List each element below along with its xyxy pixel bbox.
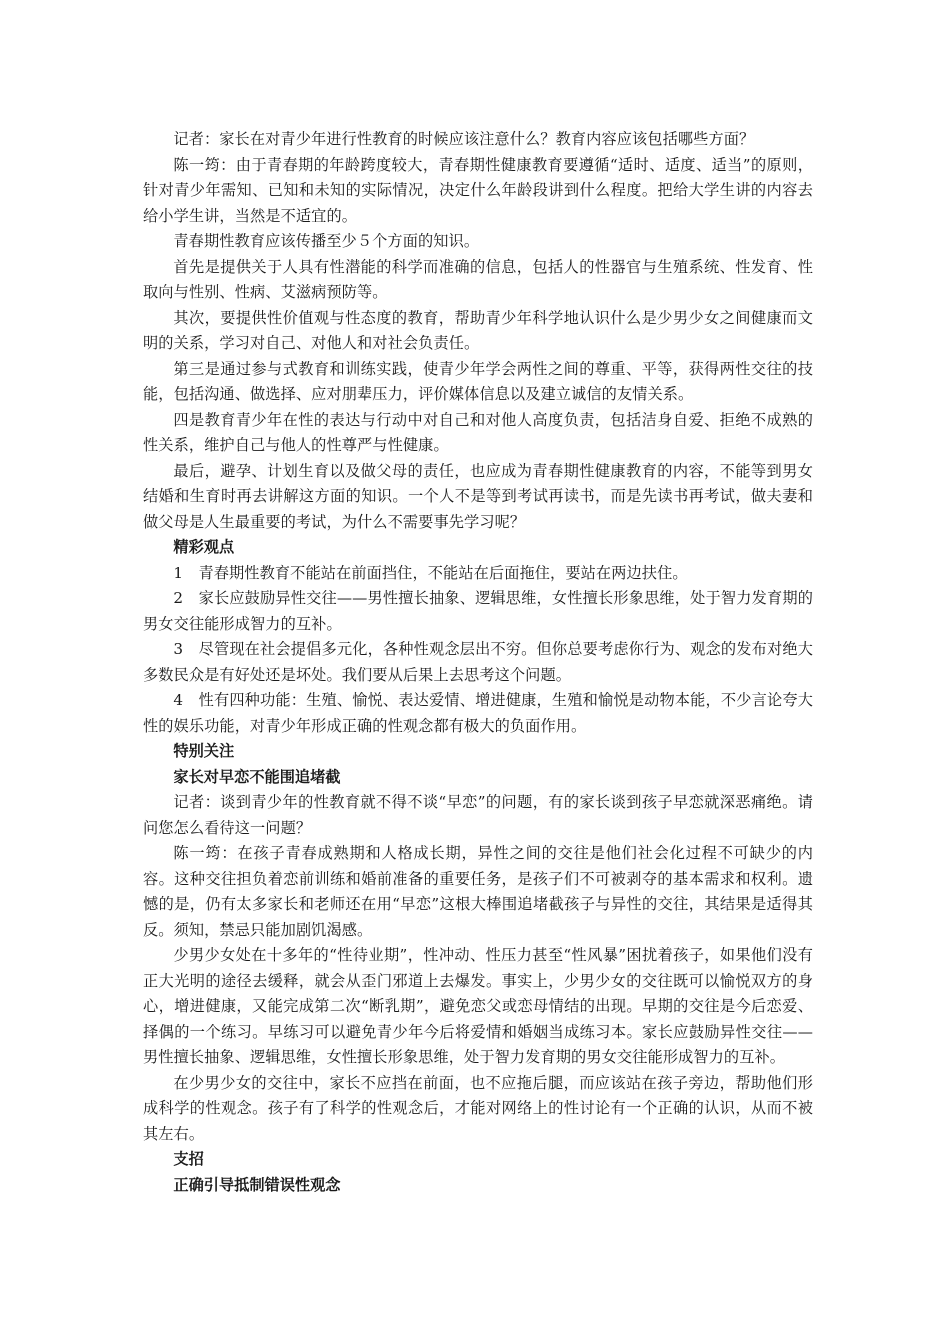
body-paragraph: 第三是通过参与式教育和训练实践，使青少年学会两性之间的尊重、平等，获得两性交往的技能，包括沟通、做选择、应对朋辈压力，评价媒体信息以及建立诚信的友情关系。 <box>143 359 813 403</box>
viewpoint-item: 4 性有四种功能：生殖、愉悦、表达爱情、增进健康，生殖和愉悦是动物本能，不少言论夸大性的娱乐功能，对青少年形成正确的性观念都有极大的负面作用。 <box>143 691 813 735</box>
viewpoint-item: 3 尽管现在社会提倡多元化，各种性观念层出不穷。但你总要考虑你行为、观念的发布对绝大多数民众是有好处还是坏处。我们要从后果上去思考这个问题。 <box>143 640 813 684</box>
section-heading-tips: 支招 <box>173 1150 204 1168</box>
body-paragraph: 四是教育青少年在性的表达与行动中对自己和对他人高度负责，包括洁身自爱、拒绝不成熟的性关系，维护自己与他人的性尊严与性健康。 <box>143 410 813 454</box>
section-heading-special-focus: 特别关注 <box>173 742 235 760</box>
section-heading-highlights: 精彩观点 <box>173 538 235 556</box>
body-paragraph: 首先是提供关于人具有性潜能的科学而准确的信息，包括人的性器官与生殖系统、性发育、性取向与性别、性病、艾滋病预防等。 <box>143 257 813 301</box>
body-paragraph: 最后，避孕、计划生育以及做父母的责任，也应成为青春期性健康教育的内容，不能等到男女结婚和生育时再去讲解这方面的知识。一个人不是等到考试再读书，而是先读书再考试，做夫妻和做父母是人生最重要的考试，为什么不需要事先学习呢？ <box>143 461 813 531</box>
article-body <box>143 127 813 1198</box>
question-paragraph: 记者：家长在对青少年进行性教育的时候应该注意什么？教育内容应该包括哪些方面？ <box>173 130 755 148</box>
subheading: 家长对早恋不能围追堵截 <box>173 767 341 786</box>
answer-paragraph: 陈一筠：由于青春期的年龄跨度较大，青春期性健康教育要遵循“适时、适度、适当”的原则，针对青少年需知、已知和未知的实际情况，决定什么年龄段讲到什么程度。把给大学生讲的内容去给小学生讲，当然是不适宜的。 <box>143 155 813 225</box>
body-paragraph: 少男少女处在十多年的“性待业期”，性冲动、性压力甚至“性风暴”困扰着孩子，如果他们没有正大光明的途径去缓释，就会从歪门邪道上去爆发。事实上，少男少女的交往既可以愉悦双方的身心，增进健康，又能完成第二次“断乳期”，避免恋父或恋母情结的出现。早期的交往是今后恋爱、择偶的一个练习。早练习可以避免青少年今后将爱情和婚姻当成练习本。家长应鼓励异性交往——男性擅长抽象、逻辑思维，女性擅长形象思维，处于智力发育期的男女交往能形成智力的互补。 <box>143 946 813 1066</box>
question-paragraph: 记者：谈到青少年的性教育就不得不谈“早恋”的问题，有的家长谈到孩子早恋就深恶痛绝。请问您怎么看待这一问题？ <box>143 793 813 837</box>
viewpoint-item: 2 家长应鼓励异性交往——男性擅长抽象、逻辑思维，女性擅长形象思维，处于智力发育期的男女交往能形成智力的互补。 <box>143 589 813 633</box>
body-paragraph: 其次，要提供性价值观与性态度的教育，帮助青少年科学地认识什么是少男少女之间健康而文明的关系，学习对自己、对他人和对社会负责任。 <box>143 308 813 352</box>
viewpoint-item: 1 青春期性教育不能站在前面挡住，不能站在后面拖住，要站在两边扶住。 <box>173 563 688 582</box>
body-paragraph: 青春期性教育应该传播至少５个方面的知识。 <box>173 232 480 250</box>
subheading: 正确引导抵制错误性观念 <box>173 1175 341 1194</box>
body-paragraph: 在少男少女的交往中，家长不应挡在前面，也不应拖后腿，而应该站在孩子旁边，帮助他们形成科学的性观念。孩子有了科学的性观念后，才能对网络上的性讨论有一个正确的认识，从而不被其左右。 <box>143 1073 813 1143</box>
answer-paragraph: 陈一筠：在孩子青春成熟期和人格成长期，异性之间的交往是他们社会化过程不可缺少的内容。这种交往担负着恋前训练和婚前准备的重要任务，是孩子们不可被剥夺的基本需求和权利。遗憾的是，仍有太多家长和老师还在用“早恋”这根大棒围追堵截孩子与异性的交往，其结果是适得其反。须知，禁忌只能加剧饥渴感。 <box>143 844 813 939</box>
